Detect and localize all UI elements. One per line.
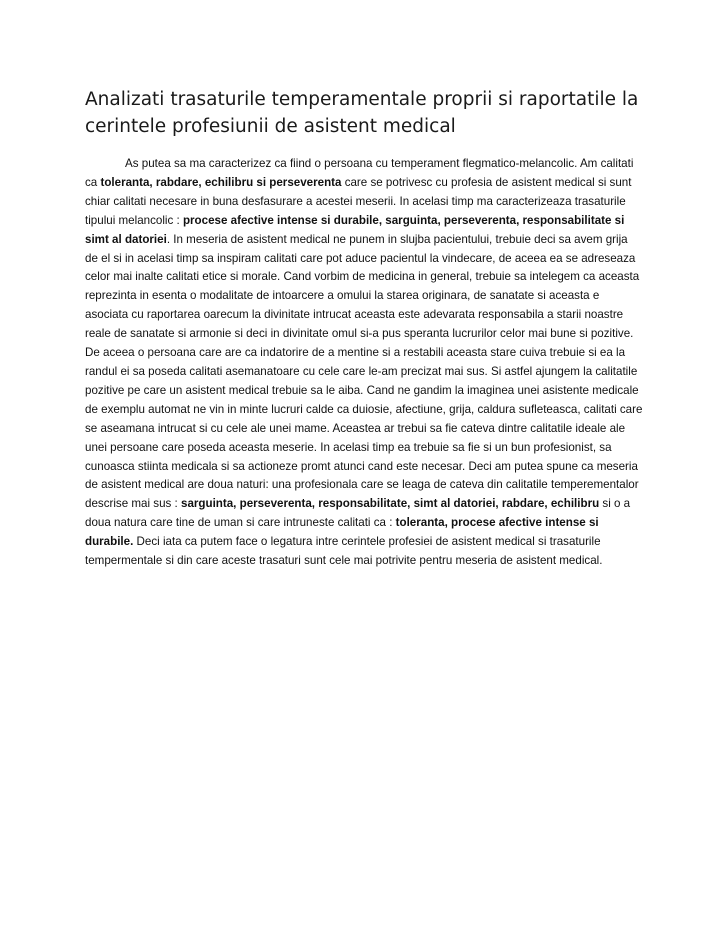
text-run: si o a doua natura care tine de uman si care intruneste calitati ca : [85,497,631,530]
body-paragraph [85,155,643,571]
bold-text-run: toleranta, rabdare, echilibru si perseverenta [100,175,342,189]
bold-text-run: sarguinta, perseverenta, responsabilitate, simt al datoriei, rabdare, echilibru [181,497,600,511]
document-title: Analizati trasaturile temperamentale proprii si raportatile la cerintele profesiunii de asistent medical [85,89,639,137]
bold-text-run: procese afective intense si durabile, sarguinta, perseverenta, responsabilitate si simt al datoriei [85,213,625,246]
text-run: Deci iata ca putem face o legatura intre cerintele profesiei de asistent medical si trasaturile tempermentale si din care aceste trasaturi sunt cele mai potrivite pentru meseria de asistent medical. [85,535,603,568]
text-run: As putea sa ma caracterizez ca fiind o persoana cu temperament flegmatico-melancolic. Am calitati ca [85,157,634,189]
bold-text-run: toleranta, procese afective intense si durabile. [85,516,599,549]
text-run: . In meseria de asistent medical ne punem in slujba pacientului, trebuie deci sa avem grija de el si in acelasi timp sa inspiram calitati care pot aduce pacientul la vindecare, de aceea ea se adreseaza celor mai inalte calitati etice si morale. Cand vorbim de medicina in general, trebuie sa intelegem ca aceasta reprezinta in esenta o modalitate de intoarcere a omului la starea originara, de sanatate si aceasta e asociata cu raportarea oarecum la divinitate intrucat aceasta este adevarata responsabila a starii noastre reale de sanatate si armonie si deci in divinitate omul si-a pus speranta lucrurilor celor mai bune si pozitive. De aceea o persoana care are ca indatorire de a mentine si a restabili aceasta stare cuiva trebuie si ea la randul ei sa poseda calitati asemanatoare cu cele care le-am precizat mai sus. Si astfel ajungem la calitatile pozitive pe care un asistent medical trebuie sa le aiba. Cand ne gandim la imaginea unei asistente medicale de exemplu automat ne vin in minte lucruri calde ca duiosie, afectiune, grija, caldura sufleteasca, calitati care se aseamana intrucat si cu cele ale unei mame. Aceastea ar trebui sa fie cateva dintre calitatile ideale ale unei persoane care poseda aceasta meserie. In acelasi timp ea trebuie sa fie si un bun profesionist, sa cunoasca stiinta medicala si sa actioneze promt atunci cand este necesar. Deci am putea spune ca meseria de asistent medical are doua naturi: una profesionala care se leaga de cateva din calitatile temperementalor descrise mai sus : [85,232,643,511]
text-run: care se potrivesc cu profesia de asistent medical si sunt chiar calitati necesare in buna desfasurare a acestei meserii. In acelasi timp ma caracterizeaza trasaturile tipului melancolic : [85,175,632,227]
